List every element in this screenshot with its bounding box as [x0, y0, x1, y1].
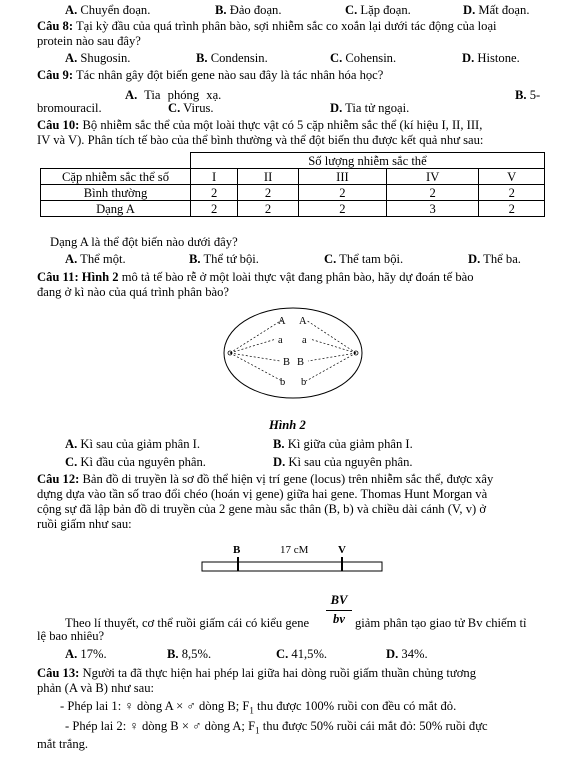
- q9-option-c: C. Virus.: [168, 101, 214, 115]
- q11-stem-line2: đang ở kì nào của quá trình phân bào?: [37, 285, 230, 299]
- q13-stem-line2: phản (A và B) như sau:: [37, 681, 155, 695]
- q7-option-a: A. Chuyển đoạn.: [65, 3, 151, 17]
- q9-stem: Câu 9: Tác nhân gây đột biến gene nào sau đây là tác nhân hóa học?: [37, 68, 384, 82]
- gene-v-label: V: [338, 544, 346, 556]
- figure-caption: Hình 2: [269, 418, 306, 432]
- q12-stem-line3: cộng sự đã lập bản đồ di truyền của 2 gene màu sắc thân (B, b) và chiều dài cánh (V, v) ở: [37, 502, 486, 516]
- q12-stem-last: lệ bao nhiêu?: [37, 629, 105, 643]
- cell: 2: [298, 185, 386, 201]
- q8-option-b: B. Condensin.: [196, 51, 268, 65]
- cell: 2: [479, 201, 545, 217]
- table-col-3: III: [298, 169, 386, 185]
- q9-option-b: B. 5-: [515, 88, 541, 102]
- cell: 2: [298, 201, 386, 217]
- q9-option-d: D. Tia tử ngoại.: [330, 101, 410, 115]
- q7-option-c: C. Lặp đoạn.: [345, 3, 411, 17]
- q11-option-b: B. Kì giữa của giảm phân I.: [273, 437, 413, 451]
- fraction-bar: [326, 610, 352, 611]
- q9-option-b-continued: bromouracil.: [37, 101, 102, 115]
- q8-stem-line1: Câu 8: Tại kỳ đầu của quá trình phân bào, sợi nhiễm sắc co xoắn lại dưới tác động của loại: [37, 19, 497, 33]
- q10-option-d: D. Thể ba.: [468, 252, 521, 266]
- chromosome-table: [40, 152, 545, 217]
- q11-option-c: C. Kì đầu của nguyên phân.: [65, 455, 206, 469]
- q12-option-b: B. 8,5%.: [167, 647, 212, 661]
- q8-stem-line2: protein nào sau đây?: [37, 34, 141, 48]
- q12-option-a: A. 17%.: [65, 647, 107, 661]
- table-col-1: I: [191, 169, 238, 185]
- q13-cross-2-continued: mắt trắng.: [37, 737, 89, 751]
- q11-stem-line1: Câu 11: Hình 2 mô tả tế bào rễ ở một loài thực vật đang phân bào, hãy dự đoán tế bào: [37, 270, 474, 284]
- q11-option-d: D. Kì sau của nguyên phân.: [273, 455, 413, 469]
- table-col-5: V: [479, 169, 545, 185]
- q12-stem-line1: Câu 12: Bản đồ di truyền là sơ đồ thể hiện vị trí gene (locus) trên nhiễm sắc thể, được xây: [37, 472, 494, 486]
- q13-cross-2: - Phép lai 2: ♀ dòng B × ♂ dòng A; $F_1$ thu được 50% ruồi cái mắt đỏ: 50% ruồi đực: [65, 719, 488, 736]
- chromosome-label: b: [301, 377, 307, 388]
- cell: 3: [386, 201, 479, 217]
- chromosome-label: B: [283, 357, 291, 368]
- chromosome-label: a: [302, 335, 307, 346]
- table-row: [41, 185, 545, 201]
- table-col-4: IV: [386, 169, 479, 185]
- q8-option-d: D. Histone.: [462, 51, 520, 65]
- chromosome-label: A: [278, 316, 286, 327]
- chromosome-label: b: [280, 377, 286, 388]
- q13-stem-line1: Câu 13: Người ta đã thực hiện hai phép lai giữa hai dòng ruồi giấm thuần chủng tương: [37, 666, 477, 680]
- cell: 2: [386, 185, 479, 201]
- chromosome-label: A: [299, 316, 307, 327]
- q8-option-a: A. Shugosin.: [65, 51, 131, 65]
- q12-option-d: D. 34%.: [386, 647, 428, 661]
- q10-option-a: A. Thể một.: [65, 252, 126, 266]
- q11-option-a: A. Kì sau của giảm phân I.: [65, 437, 201, 451]
- q10-stem-line1: Câu 10: Bộ nhiễm sắc thể của một loài thực vật có 5 cặp nhiễm sắc thể (kí hiệu I, II, III,: [37, 118, 483, 132]
- q8-option-c: C. Cohensin.: [330, 51, 397, 65]
- chromosome-label: a: [278, 335, 283, 346]
- genotype-fraction-bottom: bv: [333, 612, 345, 626]
- q12-stem-genotype-after: giảm phân tạo giao tử Bv chiếm tỉ: [355, 616, 527, 630]
- genetic-map: [200, 540, 384, 576]
- q12-stem-line4: ruồi giấm như sau:: [37, 517, 132, 531]
- cell: 2: [191, 201, 238, 217]
- map-distance: 17 cM: [280, 544, 309, 556]
- q9-option-a: A. Tia phóng xạ.: [125, 88, 222, 102]
- q10-question: Dạng A là thể đột biến nào dưới đây?: [50, 235, 238, 249]
- q7-option-d: D. Mất đoạn.: [463, 3, 530, 17]
- row-name: Bình thường: [41, 185, 191, 201]
- q12-option-c: C. 41,5%.: [276, 647, 328, 661]
- q13-cross-1: - Phép lai 1: ♀ dòng A × ♂ dòng B; $F_1$ thu được 100% ruồi con đều có mắt đỏ.: [60, 699, 457, 716]
- cell: 2: [238, 185, 299, 201]
- table-col-2: II: [238, 169, 299, 185]
- cell-division-figure: [220, 303, 366, 403]
- cell: 2: [238, 201, 299, 217]
- cell: 2: [191, 185, 238, 201]
- q10-stem-line2: IV và V). Phân tích tế bào của thể bình thường và thể đột biến thu được kết quả như sau:: [37, 133, 484, 147]
- cell: 2: [479, 185, 545, 201]
- row-name: Dạng A: [41, 201, 191, 217]
- q7-option-b: B. Đảo đoạn.: [215, 3, 282, 17]
- table-header-left: Cặp nhiễm sắc thể số: [41, 169, 191, 185]
- gene-b-label: B: [233, 544, 241, 556]
- q12-stem-genotype-before: Theo lí thuyết, cơ thể ruồi giấm cái có kiểu gene: [65, 616, 310, 630]
- chromosome-label: B: [297, 357, 305, 368]
- q12-stem-line2: dựng dựa vào tần số trao đổi chéo (hoán vị gene) giữa hai gene. Thomas Hunt Morgan và: [37, 487, 488, 501]
- genotype-fraction-top: BV: [330, 593, 348, 607]
- q10-option-b: B. Thể tứ bội.: [189, 252, 259, 266]
- table-row: [41, 201, 545, 217]
- q10-option-c: C. Thể tam bội.: [324, 252, 404, 266]
- table-header-group: Số lượng nhiễm sắc thể: [191, 153, 545, 169]
